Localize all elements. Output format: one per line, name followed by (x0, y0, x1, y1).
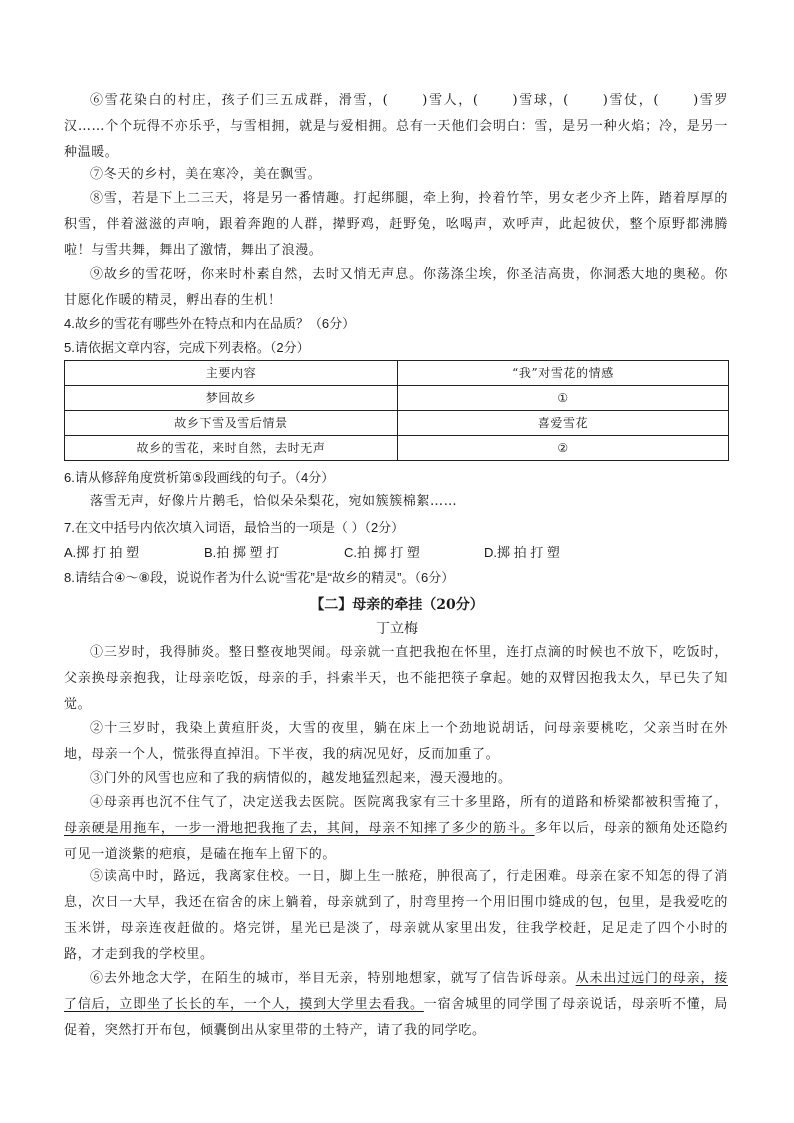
question-5: 5.请依据文章内容，完成下列表格。（2分） (64, 340, 310, 355)
p6m-text-b: 一宿舍城里的同学围了母亲说话，母亲听不懂，局促着，突然打开布包，倾囊倒出从家里带的土特产，请了我的同学吃。 (64, 997, 728, 1038)
underlined-sentence: 从未出过远门的母亲，接了信后，立即坐了长长的车，一个人，摸到大学里去看我。 (64, 971, 728, 1012)
paragraph-m2: ②十三岁时，我染上黄疸肝炎，大雪的夜里，躺在床上一个劲地说胡话，问母亲要桃吃，父亲当时在外地，母亲一个人，慌张得直掉泪。下半夜，我的病况见好，反而加重了。 (64, 721, 728, 762)
table-cell: 故乡的雪花，来时自然，去时无声 (65, 436, 398, 461)
table-header-cell: 主要内容 (65, 361, 398, 386)
p6-text-d: )雪仗，( (602, 93, 660, 108)
option-a[interactable]: A.掷 打 拍 塑 (64, 545, 140, 560)
table-header-row (65, 361, 729, 386)
table-row (65, 436, 729, 461)
p4-text-a: ④母亲再也沉不住气了，决定送我去医院。医院离我家有三十多里路，所有的道路和桥梁都被积雪掩了， (90, 795, 728, 810)
table-cell-answer[interactable]: ① (398, 386, 729, 411)
option-c[interactable]: C.拍 掷 打 塑 (344, 545, 420, 560)
p6-text-e: )雪罗汉……个个玩得不亦乐乎，与雪相拥，就是与爱相拥。总有一天他们会明白：雪，是另一种火焰；冷，是另一种温暖。 (64, 93, 728, 160)
table-cell-answer[interactable]: ② (398, 436, 729, 461)
table-row (65, 411, 729, 436)
p6-text-a: ⑥雪花染白的村庄，孩子们三五成群，滑雪，( (90, 93, 389, 108)
table-row (65, 386, 729, 411)
p6-text-c: )雪球，( (512, 93, 569, 108)
paragraph-7: ⑦冬天的乡村，美在寒冷，美在飘雪。 (90, 167, 322, 182)
paragraph-9: ⑨故乡的雪花呀，你来时朴素自然，去时又悄无声息。你荡涤尘埃，你圣洁高贵，你洞悉大地的奥秘。你甘愿化作暖的精灵，孵出春的生机！ (64, 267, 728, 308)
table-cell: 故乡下雪及雪后情景 (65, 411, 398, 436)
question-6-quote: 落雪无声，好像片片鹅毛，恰似朵朵梨花，宛如簇簇棉絮…… (90, 494, 458, 509)
question-4: 4.故乡的雪花有哪些外在特点和内在品质？（6分） (64, 316, 356, 331)
answer-table (64, 360, 729, 461)
option-b[interactable]: B.拍 掷 塑 打 (204, 545, 280, 560)
table-header-cell: “我”对雪花的情感 (398, 361, 729, 386)
question-7: 7.在文中括号内依次填入词语，最恰当的一项是（ ）（2分） (64, 520, 405, 535)
question-8: 8.请结合④～⑧段，说说作者为什么说“雪花”是“故乡的精灵”。（6分） (64, 570, 455, 585)
question-6: 6.请从修辞角度赏析第⑤段画线的句子。（4分） (64, 470, 335, 485)
paragraph-m4 (64, 790, 728, 868)
paragraph-6 (64, 88, 728, 166)
p6-text-b: )雪人，( (422, 93, 479, 108)
table-cell: 梦回故乡 (65, 386, 398, 411)
section-title: 【二】母亲的牵挂（20分） (310, 597, 484, 613)
paragraph-m6 (64, 966, 728, 1044)
p4-text-b: 多年以后，母亲的额角处还隐约可见一道淡紫的疤痕，是磕在拖车上留下的。 (64, 821, 728, 862)
option-d[interactable]: D.掷 拍 打 塑 (484, 545, 560, 560)
underlined-sentence: 母亲硬是用拖车，一步一滑地把我拖了去，其间，母亲不知摔了多少的筋斗。 (64, 821, 535, 836)
paragraph-m3: ③门外的风雪也应和了我的病情似的，越发地猛烈起来，漫天漫地的。 (90, 771, 512, 786)
paragraph-m5: ⑤读高中时，路远，我离家住校。一日，脚上生一脓疮，肿很高了，行走困难。母亲在家不知怎的得了消息，次日一大早，我还在宿舍的床上躺着，母亲就到了，肘弯里挎一个用旧围巾缝成的包，包里，是我爱吃的玉米饼，母亲连夜赶做的。烙完饼，星光已是淡了，母亲就从家里出发，往我学校赶，足足走了四个小时的路，才走到我的学校里。 (64, 869, 728, 962)
p6m-text-a: ⑥去外地念大学，在陌生的城市，举目无亲，特别地想家，就写了信告诉母亲。 (90, 971, 576, 986)
question-7-options (64, 542, 728, 561)
table-cell: 喜爱雪花 (398, 411, 729, 436)
author-name: 丁立梅 (376, 621, 418, 637)
paragraph-m1: ①三岁时，我得肺炎。整日整夜地哭闹。母亲就一直把我抱在怀里，连打点滴的时候也不放下，吃饭时，父亲换母亲抱我，让母亲吃饭，母亲的手，抖索半天，也不能把筷子拿起。她的双臂因抱我太久，早已失了知觉。 (64, 645, 728, 712)
paragraph-8: ⑧雪，若是下上二三天，将是另一番情趣。打起绑腿，牵上狗，拎着竹竿，男女老少齐上阵，踏着厚厚的积雪，伴着滋滋的声响，跟着奔跑的人群，撵野鸡，赶野兔，吆喝声，欢呼声，此起彼伏，整个原野都沸腾啦！与雪共舞，舞出了激情，舞出了浪漫。 (64, 191, 728, 258)
